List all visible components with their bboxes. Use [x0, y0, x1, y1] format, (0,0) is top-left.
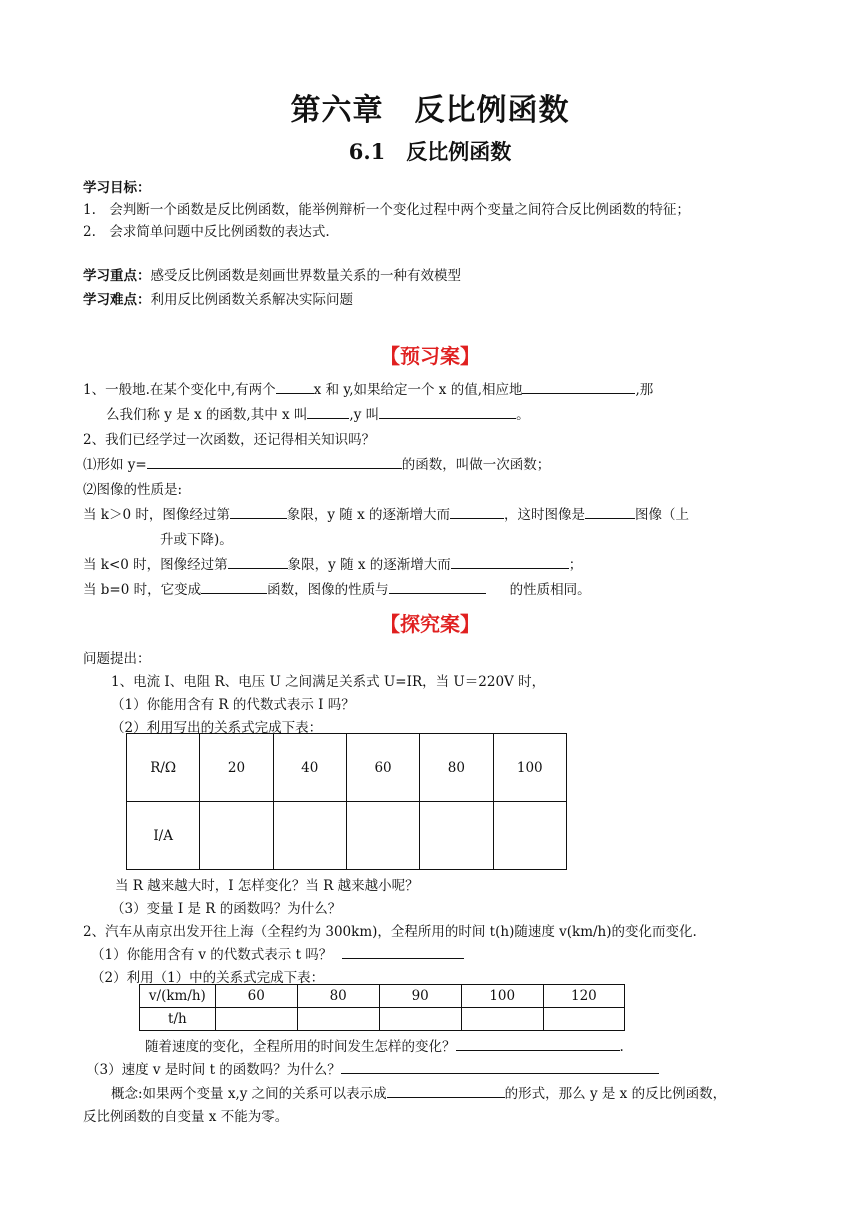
table-cell: 100: [493, 734, 566, 802]
answer-blank[interactable]: [389, 579, 486, 594]
table-cell: 80: [297, 985, 379, 1008]
explore-heading: 【探究案】: [380, 612, 480, 636]
table-cell: 60: [346, 734, 419, 802]
explore-p2-q3: （3）速度 v 是时间 t 的函数吗？为什么？: [86, 1058, 659, 1078]
preview-k-negative: 当 k<0 时，图像经过第 象限，y 随 x 的逐渐增大而 ；: [83, 553, 582, 573]
answer-blank[interactable]: [276, 379, 314, 394]
explore-p1-after: 当 R 越来越大时，I 怎样变化？当 R 越来越小呢？: [115, 878, 419, 894]
preview-k-positive: 当 k＞0 时，图像经过第 象限，y 随 x 的逐渐增大而 ，这时图像是 图像（上: [83, 503, 689, 523]
objective-item: 1. 会判断一个函数是反比例函数，能举例辩析一个变化过程中两个变量之间符合反比例函数的特征；: [83, 202, 690, 218]
answer-blank[interactable]: [387, 1083, 505, 1098]
answer-blank[interactable]: [379, 404, 516, 419]
chapter-title: 第六章 反比例函数: [290, 93, 570, 128]
preview-q2-1: ⑴形如 y= 的函数，叫做一次函数；: [83, 453, 550, 473]
table-cell: R/Ω: [127, 734, 200, 802]
explore-intro: 问题提出：: [83, 651, 151, 667]
answer-blank[interactable]: [585, 504, 635, 519]
objectives-label: 学习目标：: [83, 180, 151, 196]
explore-p2-q1: （1）你能用含有 v 的代数式表示 t 吗？: [91, 943, 464, 963]
speed-time-table: [139, 984, 625, 1031]
explore-p2-after: 随着速度的变化，全程所用的时间发生怎样的变化？ .: [145, 1035, 624, 1055]
answer-cell[interactable]: [461, 1008, 543, 1031]
answer-blank[interactable]: [307, 404, 349, 419]
answer-cell[interactable]: [215, 1008, 297, 1031]
answer-blank[interactable]: [147, 454, 402, 469]
answer-blank[interactable]: [341, 1059, 659, 1074]
focus-line: [83, 264, 461, 284]
answer-cell[interactable]: [273, 802, 346, 870]
table-cell: 90: [379, 985, 461, 1008]
table-cell: t/h: [140, 1008, 216, 1031]
table-cell: I/A: [127, 802, 200, 870]
objective-item: 2. 会求简单问题中反比例函数的表达式.: [83, 224, 330, 240]
preview-heading: 【预习案】: [380, 344, 480, 368]
resistance-current-table: [126, 733, 567, 870]
table-cell: 40: [273, 734, 346, 802]
preview-k-positive-cont: 升或下降)。: [160, 532, 233, 548]
explore-p1-q1: （1）你能用含有 R 的代数式表示 I 吗？: [111, 697, 355, 713]
table-cell: 100: [461, 985, 543, 1008]
preview-q1-line1: 1、一般地.在某个变化中,有两个 x 和 y,如果给定一个 x 的值,相应地 ,那: [83, 378, 653, 398]
answer-blank[interactable]: [456, 1036, 620, 1051]
explore-p1-q3: （3）变量 I 是 R 的函数吗？为什么？: [111, 901, 342, 917]
table-row: [140, 1008, 625, 1031]
table-cell: 120: [543, 985, 624, 1008]
difficulty-label: 学习难点：: [83, 292, 151, 308]
table-cell: 80: [420, 734, 493, 802]
concept-line1: 概念:如果两个变量 x,y 之间的关系可以表示成 的形式，那么 y 是 x 的反比例函数，: [111, 1082, 726, 1102]
concept-line2: 反比例函数的自变量 x 不能为零。: [83, 1109, 289, 1125]
table-cell: 20: [200, 734, 273, 802]
preview-b-zero: 当 b=0 时，它变成 函数，图像的性质与 的性质相同。: [83, 578, 591, 598]
answer-cell[interactable]: [297, 1008, 379, 1031]
preview-q1-line2: 么我们称 y 是 x 的函数,其中 x 叫 ,y 叫 。: [106, 403, 530, 423]
table-cell: v/(km/h): [140, 985, 216, 1008]
focus-text: 感受反比例函数是刻画世界数量关系的一种有效模型: [150, 268, 461, 284]
table-row: [140, 985, 625, 1008]
explore-p2-q2: （2）利用（1）中的关系式完成下表：: [91, 970, 325, 986]
table-row: [127, 802, 567, 870]
answer-blank[interactable]: [228, 554, 288, 569]
answer-blank[interactable]: [522, 379, 635, 394]
difficulty-line: [83, 288, 353, 308]
answer-cell[interactable]: [420, 802, 493, 870]
answer-cell[interactable]: [493, 802, 566, 870]
answer-cell[interactable]: [543, 1008, 624, 1031]
difficulty-text: 利用反比例函数关系解决实际问题: [150, 292, 353, 308]
section-title: 6.1 反比例函数: [348, 139, 512, 164]
table-cell: 60: [215, 985, 297, 1008]
answer-blank[interactable]: [201, 579, 267, 594]
answer-blank[interactable]: [451, 554, 569, 569]
answer-blank[interactable]: [342, 944, 464, 959]
explore-p1-q2: （2）利用写出的关系式完成下表：: [111, 720, 323, 736]
explore-p2: 2、汽车从南京出发开往上海（全程约为 300km)，全程所用的时间 t(h)随速度 v(km/h)的变化而变化.: [83, 924, 697, 940]
preview-q2-2: ⑵图像的性质是:: [83, 482, 183, 498]
explore-p1: 1、电流 I、电阻 R、电压 U 之间满足关系式 U=IR，当 U＝220V 时，: [111, 674, 546, 690]
answer-cell[interactable]: [346, 802, 419, 870]
focus-label: 学习重点：: [83, 268, 151, 284]
answer-blank[interactable]: [450, 504, 504, 519]
preview-q2: 2、我们已经学过一次函数，还记得相关知识吗？: [83, 432, 376, 448]
answer-cell[interactable]: [379, 1008, 461, 1031]
answer-blank[interactable]: [230, 504, 287, 519]
answer-cell[interactable]: [200, 802, 273, 870]
table-row: [127, 734, 567, 802]
